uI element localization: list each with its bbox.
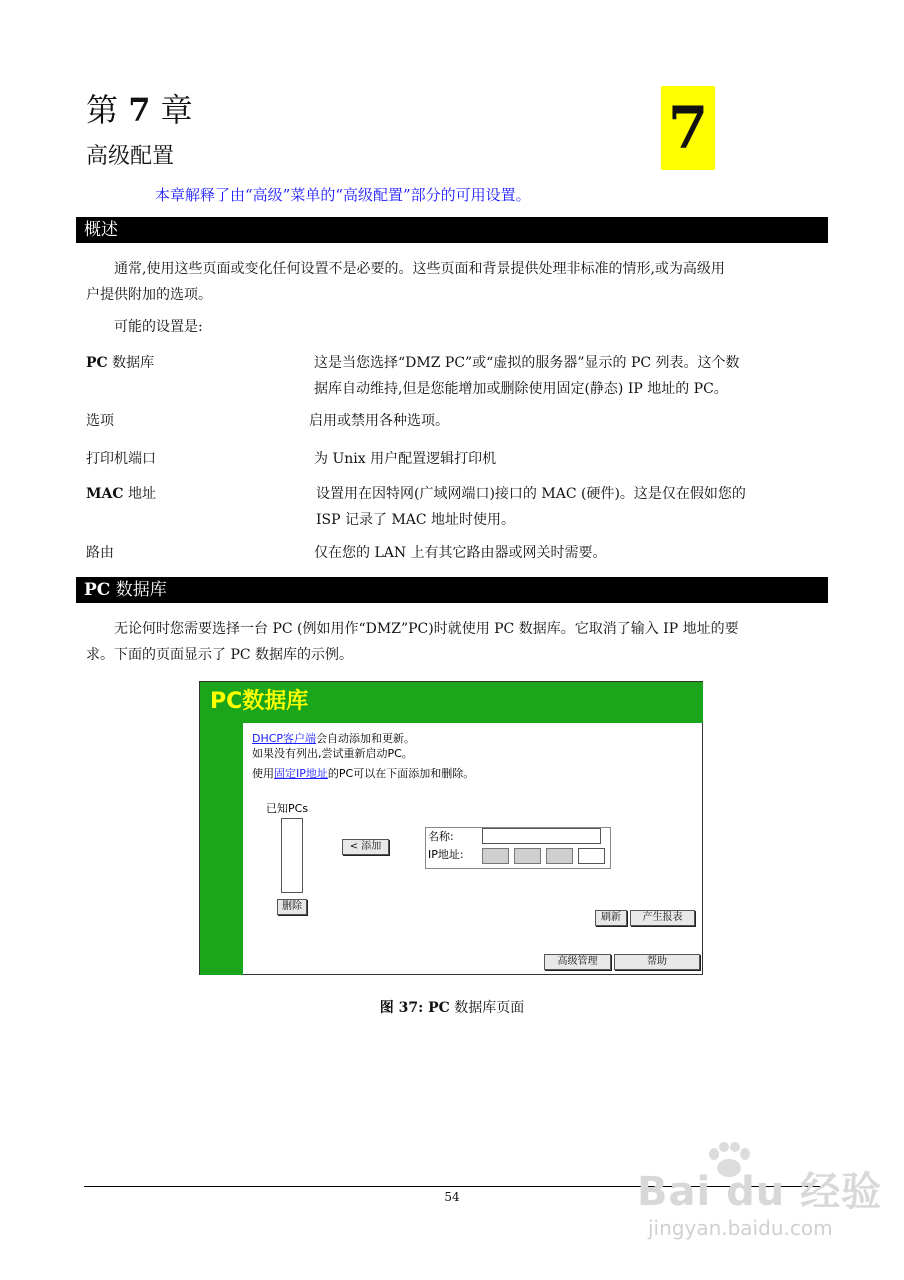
overview-paragraph: 通常,使用这些页面或变化任何设置不是必要的。这些页面和背景提供处理非标准的情形,或为高级用 户提供附加的选项。 [86, 261, 725, 303]
overview-heading: 概述 [76, 217, 828, 243]
chapter-number-badge: 7 [661, 86, 715, 170]
pc-database-paragraph: 无论何时您需要选择一台 PC (例如用作“DMZ”PC)时就使用 PC 数据库。它取消了输入 IP 地址的要 求。下面的页面显示了 PC 数据库的示例。 [86, 621, 739, 663]
name-input[interactable] [482, 828, 601, 844]
chapter-subtitle: 高级配置 [86, 144, 175, 169]
desc-options: 启用或禁用各种选项。 [309, 413, 449, 429]
desc-routing: 仅在您的 LAN 上有其它路由器或网关时需要。 [314, 545, 607, 561]
known-pcs-list[interactable] [281, 818, 303, 893]
chapter-intro: 本章解释了由“高级”菜单的“高级配置”部分的可用设置。 [155, 186, 531, 204]
static-ip-line: 使用固定IP地址的PC可以在下面添加和删除。 [252, 767, 475, 780]
add-button[interactable]: < 添加 [342, 839, 389, 855]
desc-pc-database: 这是当您选择“DMZ PC”或“虚拟的服务器”显示的 PC 列表。这个数 据库自动维持,但是您能增加或删除使用固定(静态) IP 地址的 PC。 [314, 355, 740, 397]
known-pcs-label: 已知PCs [266, 802, 309, 815]
advanced-admin-button[interactable]: 高级管理 [544, 954, 611, 970]
term-options: 选项 [86, 413, 114, 429]
screenshot-title: PC数据库 [210, 689, 309, 714]
term-printer-port: 打印机端口 [86, 451, 156, 467]
watermark-url: jingyan.baidu.com [648, 1216, 833, 1240]
ip-octet-1[interactable] [482, 848, 509, 864]
settings-intro: 可能的设置是: [114, 319, 203, 335]
pc-database-heading: PC 数据库 [76, 577, 828, 603]
screenshot-sidebar [200, 723, 243, 975]
desc-printer-port: 为 Unix 用户配置逻辑打印机 [314, 451, 497, 467]
desc-mac-address: 设置用在因特网(广域网端口)接口的 MAC (硬件)。这是仅在假如您的 ISP 记录了 MAC 地址时使用。 [316, 486, 746, 528]
delete-button[interactable]: 删除 [277, 899, 307, 915]
ip-octet-2[interactable] [514, 848, 541, 864]
term-routing: 路由 [86, 545, 114, 561]
ip-octet-4[interactable] [578, 848, 605, 864]
pc-database-screenshot [199, 681, 703, 975]
term-mac-address: MAC 地址 [86, 486, 156, 502]
refresh-button[interactable]: 刷新 [595, 910, 627, 926]
restart-line: 如果没有列出,尝试重新启动PC。 [252, 747, 413, 760]
static-ip-link[interactable]: 固定IP地址 [274, 767, 328, 780]
ip-octet-3[interactable] [546, 848, 573, 864]
dhcp-client-link[interactable]: DHCP客户端 [252, 732, 317, 745]
chapter-title: 第 7 章 [86, 91, 193, 129]
generate-report-button[interactable]: 产生报表 [630, 910, 695, 926]
name-label: 名称: [428, 830, 454, 843]
screenshot-header [200, 682, 703, 723]
ip-label: IP地址: [428, 848, 464, 861]
watermark-brand: Bai du 经验 [637, 1169, 883, 1215]
help-button[interactable]: 帮助 [614, 954, 700, 970]
dhcp-line: DHCP客户端会自动添加和更新。 [252, 732, 416, 745]
term-pc-database: PC 数据库 [86, 355, 155, 371]
figure-caption: 图 37: PC 数据库页面 [379, 1000, 525, 1016]
page-number: 54 [444, 1190, 460, 1204]
